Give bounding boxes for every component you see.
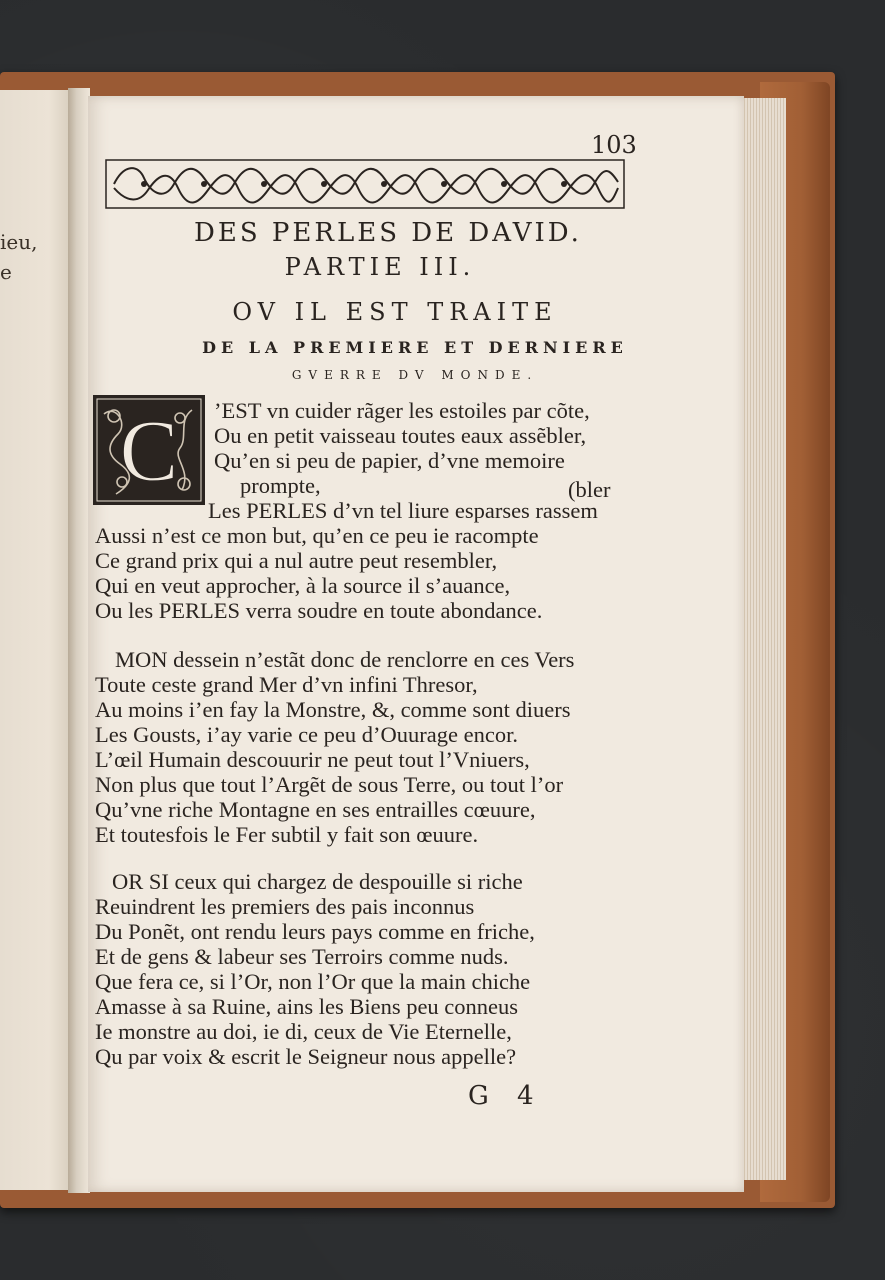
page-number: 103: [591, 131, 637, 159]
verse-line: L’œil Humain descouurir ne peut tout l’Vniuers,: [95, 747, 530, 772]
verse-line: Qu’en si peu de papier, d’vne memoire: [214, 448, 565, 473]
title-line-4: DE LA PREMIERE ET DERNIERE: [202, 338, 628, 357]
verse-line: OR SI ceux qui chargez de despouille si riche: [112, 869, 523, 894]
headpiece-ornament-icon: [104, 158, 626, 210]
verse-line: Les PERLES d’vn tel liure esparses rassem: [208, 498, 598, 523]
verse-line: Et de gens & labeur ses Terroirs comme nuds.: [95, 944, 509, 969]
verse-line: Ou en petit vaisseau toutes eaux assẽbler,: [214, 423, 587, 448]
verse-line: Au moins i’en fay la Monstre, &, comme sont diuers: [95, 697, 571, 722]
left-page-fragment: e: [0, 260, 12, 284]
verse-line: Ou les PERLES verra soudre en toute abondance.: [95, 598, 543, 623]
verse-line: Non plus que tout l’Argẽt de sous Terre, ou tout l’or: [95, 772, 564, 797]
left-page-fragment: ieu,: [0, 230, 38, 254]
verse-line: Qu’vne riche Montagne en ses entrailles cœuure,: [95, 797, 536, 822]
verse-line: Et toutesfois le Fer subtil y fait son œuure.: [95, 822, 479, 847]
left-page: [0, 90, 70, 1190]
verse-line: Ie monstre au doi, ie di, ceux de Vie Eternelle,: [95, 1019, 512, 1044]
verse-line: Aussi n’est ce mon but, qu’en ce peu ie racompte: [95, 523, 539, 548]
verse-line: Toute ceste grand Mer d’vn infini Thresor,: [95, 672, 478, 697]
verse-line-turnover: (bler: [568, 477, 611, 502]
verse-line: MON dessein n’estãt donc de renclorre en ces Vers: [115, 647, 575, 672]
gutter: [68, 88, 90, 1193]
verse-line: Les Gousts, i’ay varie ce peu d’Ouurage encor.: [95, 722, 518, 747]
verse-line: Ce grand prix qui a nul autre peut resembler,: [95, 548, 498, 573]
verse-line: prompte,: [240, 473, 321, 498]
title-line-3: OV IL EST TRAITE: [232, 298, 558, 326]
title-line-2: PARTIE III.: [284, 253, 476, 281]
drop-cap-letter: C: [119, 403, 179, 500]
verse-line: Reuindrent les premiers des pais inconnus: [95, 894, 475, 919]
title-line-5: GVERRE DV MONDE.: [291, 368, 539, 382]
verse-line: Qu par voix & escrit le Seigneur nous appelle?: [95, 1044, 517, 1069]
signature-mark: G 4: [468, 1081, 544, 1111]
verse-line: Du Ponẽt, ont rendu leurs pays comme en friche,: [95, 919, 535, 944]
verse-line: Qui en veut approcher, à la source il s’auance,: [95, 573, 511, 598]
drop-cap-ornament-icon: [92, 394, 206, 506]
title-line-1: DES PERLES DE DAVID.: [194, 218, 582, 248]
verse-line: ’EST vn cuider rãger les estoiles par cõte,: [214, 398, 590, 423]
verse-line: Que fera ce, si l’Or, non l’Or que la main chiche: [95, 969, 531, 994]
verse-line: Amasse à sa Ruine, ains les Biens peu conneus: [95, 994, 519, 1019]
